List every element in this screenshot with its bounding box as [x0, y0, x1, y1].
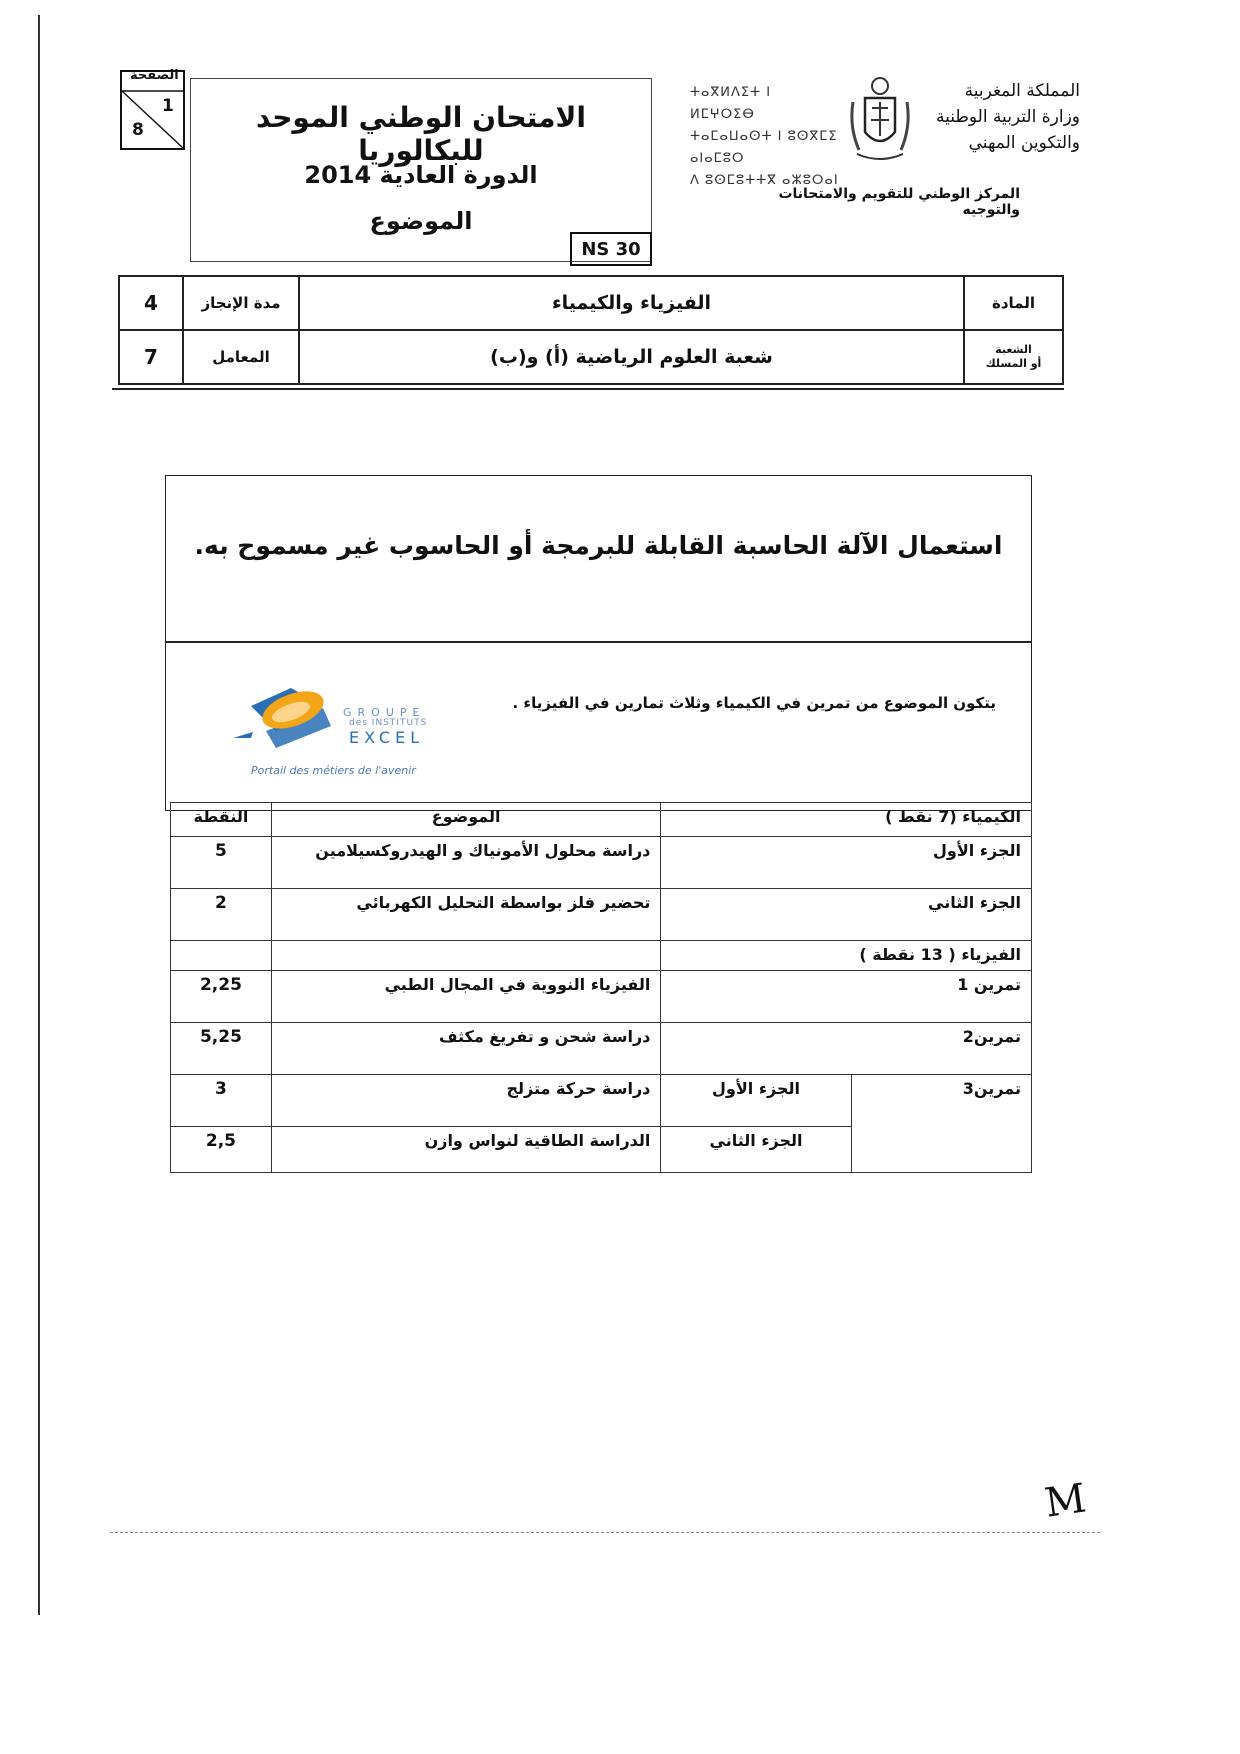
subject-table — [118, 275, 1064, 385]
branch-label-line: الشعبة — [995, 343, 1032, 356]
coefficient-label: المعامل — [183, 330, 299, 384]
excel-logo-mark — [231, 676, 341, 756]
tifinagh-line: ⴷ ⵓⵙⵎⵓⵜⵜⴳ ⴰⵣⵓⵔⴰⵏ — [690, 173, 839, 188]
topic-cell: دراسة محلول الأمونياك و الهيدروكسيلامين — [271, 837, 661, 889]
part-label: الجزء الأول — [661, 1075, 851, 1127]
table-row — [171, 837, 1032, 889]
table-row — [171, 1075, 1032, 1127]
empty-cell — [171, 941, 272, 971]
tifinagh-line: ⵜⴰⵎⴰⵡⴰⵙⵜ ⵏ ⵓⵙⴳⵎⵉ ⴰⵏⴰⵎⵓⵔ — [690, 129, 838, 166]
notice-box — [165, 475, 1032, 811]
ministry-line: والتكوين المهني — [968, 133, 1080, 153]
logo-instituts: des INSTITUTS — [349, 718, 428, 728]
page-bottom-line — [110, 1532, 1100, 1534]
topic-cell: دراسة شحن و تفريغ مكثف — [271, 1023, 661, 1075]
branch-label-line: أو المسلك — [985, 357, 1042, 370]
exam-intro: يتكون الموضوع من تمرين في الكيمياء وثلاث تمارين في الفيزياء . — [512, 694, 996, 712]
exam-title: الامتحان الوطني الموحد للبكالوريا — [256, 101, 586, 167]
handwritten-mark: M — [1041, 1475, 1089, 1527]
page-current: 1 — [162, 96, 174, 116]
page-label: الصفحة — [130, 68, 179, 83]
part-label: الجزء الثاني — [661, 1127, 851, 1173]
points-cell: 2,25 — [171, 971, 272, 1023]
exercise-label: تمرين2 — [661, 1023, 1032, 1075]
branch-value: شعبة العلوم الرياضية (أ) و(ب) — [299, 330, 964, 384]
part-label: الجزء الثاني — [661, 889, 1032, 941]
subject-value: الفيزياء والكيمياء — [299, 276, 964, 330]
exercise-table — [170, 802, 1032, 1173]
points-cell: 5 — [171, 837, 272, 889]
tifinagh-block — [690, 82, 840, 192]
topic-cell: الدراسة الطاقية لنواس وازن — [271, 1127, 661, 1173]
page-number-box — [120, 70, 185, 150]
tifinagh-line: ⵜⴰⴳⵍⴷⵉⵜ ⵏ ⵍⵎⵖⵔⵉⴱ — [690, 85, 772, 122]
physics-header: الفيزياء ( 13 نقطة ) — [661, 941, 1032, 971]
chemistry-header: الكيمياء (7 نقط ) — [661, 803, 1032, 837]
subject-heading: الموضوع — [369, 207, 473, 235]
ministry-line: وزارة التربية الوطنية — [935, 107, 1080, 127]
subject-row — [119, 276, 1063, 330]
notice-divider — [166, 641, 1031, 643]
logo-excel: EXCEL — [349, 728, 425, 747]
empty-cell — [271, 941, 661, 971]
physics-header-row — [171, 941, 1032, 971]
topic-cell: الفيزياء النووية في المجال الطبي — [271, 971, 661, 1023]
points-cell: 5,25 — [171, 1023, 272, 1075]
points-header: النقطة — [171, 803, 272, 837]
exercise-label: تمرين 1 — [661, 971, 1032, 1023]
part-label: الجزء الأول — [661, 837, 1032, 889]
points-cell: 2,5 — [171, 1127, 272, 1173]
logo-tagline: Portail des métiers de l'avenir — [251, 764, 416, 777]
exercise-label: تمرين3 — [851, 1075, 1031, 1173]
coefficient-value: 7 — [119, 330, 183, 384]
grid-header-row — [171, 803, 1032, 837]
header-divider — [112, 388, 1064, 390]
subject-label: المادة — [964, 276, 1063, 330]
exam-session: الدورة العادية 2014 — [304, 161, 538, 189]
coat-of-arms-emblem — [845, 72, 915, 162]
table-row — [171, 889, 1032, 941]
topic-cell: دراسة حركة متزلج — [271, 1075, 661, 1127]
page-total: 8 — [132, 120, 144, 140]
topic-cell: تحضير فلز بواسطة التحليل الكهربائي — [271, 889, 661, 941]
table-row — [171, 971, 1032, 1023]
duration-label: مدة الإنجاز — [183, 276, 299, 330]
calculator-notice: استعمال الآلة الحاسبة القابلة للبرمجة أو الحاسوب غير مسموح به. — [194, 531, 1003, 560]
excel-logo — [231, 676, 471, 786]
logo-groupe: GROUPE — [343, 706, 426, 719]
ministry-line: المملكة المغربية — [964, 81, 1080, 101]
exam-code: NS 30 — [570, 232, 652, 266]
scan-margin-line — [38, 15, 40, 1615]
points-cell: 3 — [171, 1075, 272, 1127]
branch-row — [119, 330, 1063, 384]
topic-header: الموضوع — [271, 803, 661, 837]
table-row — [171, 1023, 1032, 1075]
points-cell: 2 — [171, 889, 272, 941]
evaluation-center: المركز الوطني للتقويم والامتحانات والتوجيه — [778, 186, 1020, 218]
branch-label — [964, 330, 1063, 384]
duration-value: 4 — [119, 276, 183, 330]
ministry-block — [920, 78, 1080, 156]
